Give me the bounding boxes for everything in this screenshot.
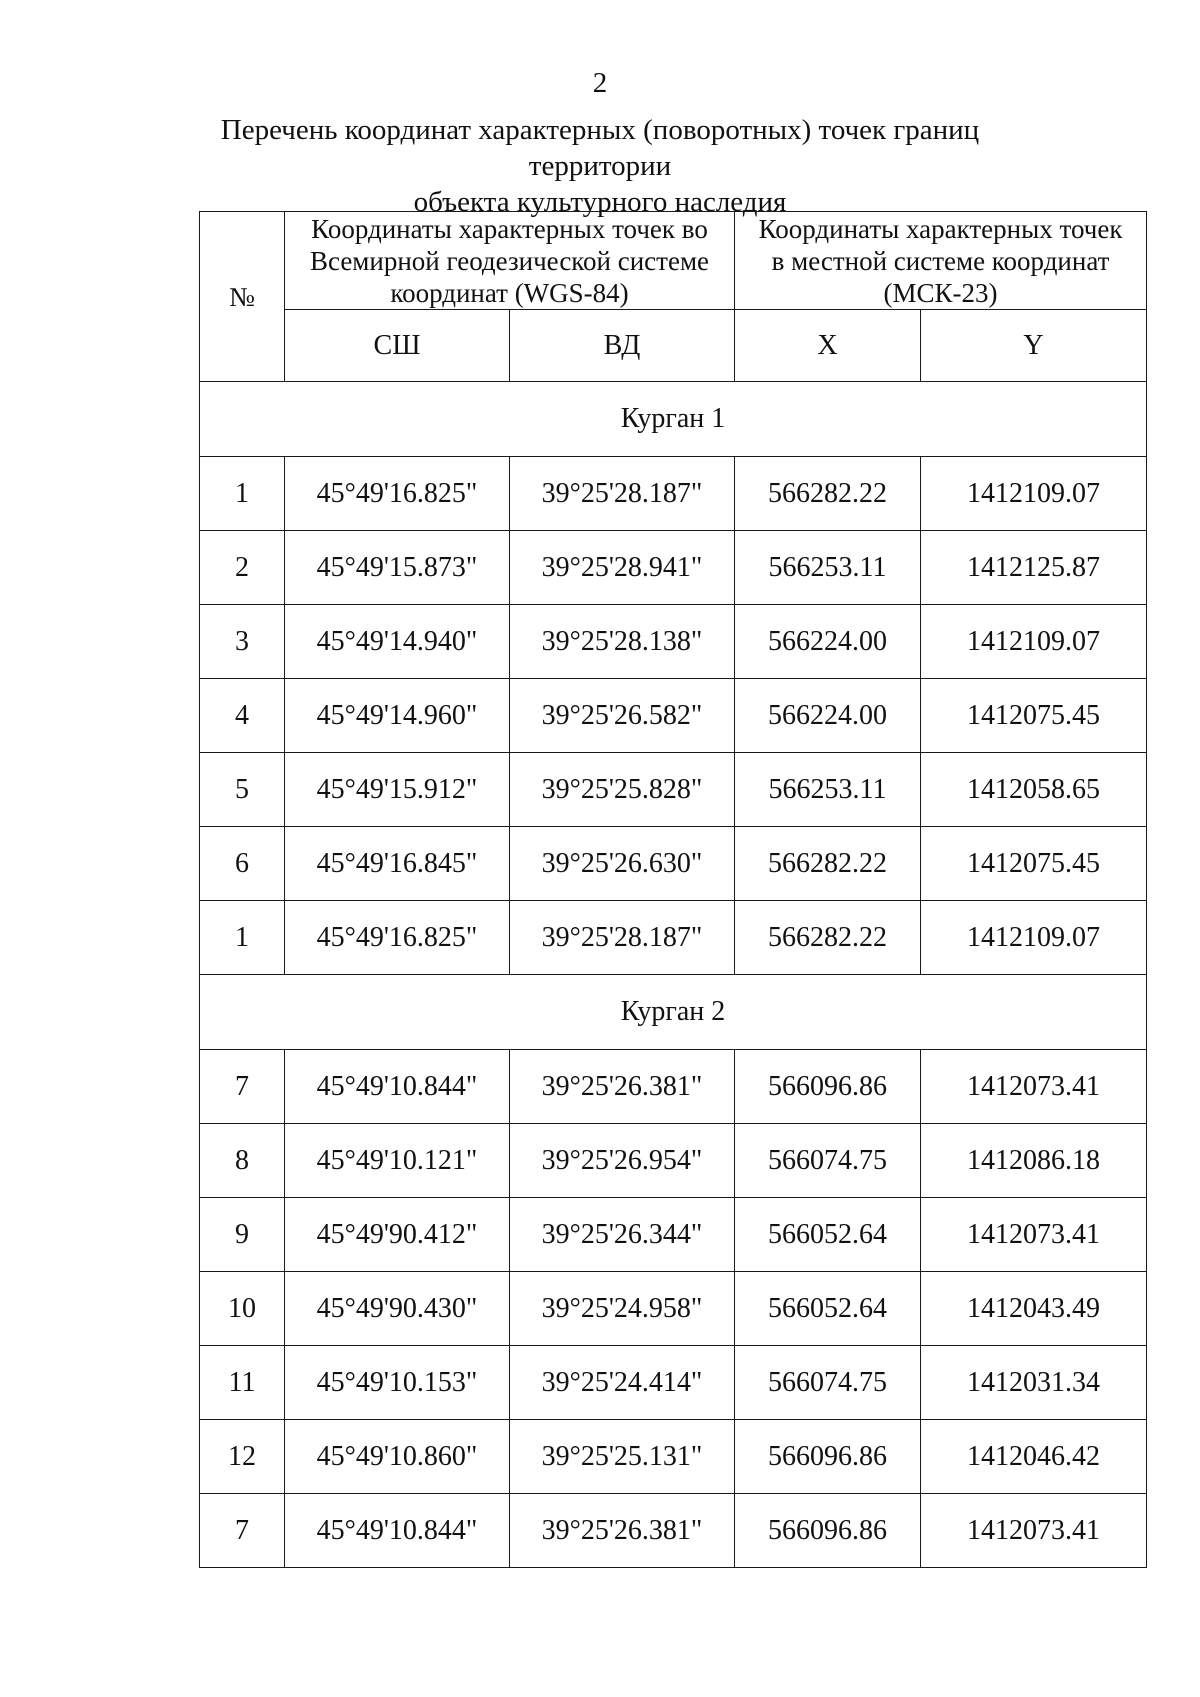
y-coord-cell: 1412073.41 (921, 1050, 1147, 1124)
latitude-cell: 45°49'10.844" (285, 1494, 510, 1568)
table-row (200, 1420, 1147, 1494)
y-coord-cell: 1412109.07 (921, 901, 1147, 975)
x-coord-cell: 566253.11 (735, 753, 921, 827)
latitude-cell: 45°49'10.121" (285, 1124, 510, 1198)
longitude-cell: 39°25'26.954" (510, 1124, 735, 1198)
header-wgs84-line: Всемирной геодезической системе (310, 245, 710, 276)
point-number-cell: 2 (200, 531, 285, 605)
table-row (200, 1124, 1147, 1198)
x-coord-cell: 566074.75 (735, 1346, 921, 1420)
y-coord-cell: 1412058.65 (921, 753, 1147, 827)
table-row (200, 531, 1147, 605)
x-coord-cell: 566253.11 (735, 531, 921, 605)
section-title: Курган 1 (200, 382, 1147, 457)
longitude-cell: 39°25'26.381" (510, 1050, 735, 1124)
longitude-cell: 39°25'24.414" (510, 1346, 735, 1420)
header-wgs84-group (285, 212, 735, 310)
latitude-cell: 45°49'10.844" (285, 1050, 510, 1124)
x-coord-cell: 566096.86 (735, 1050, 921, 1124)
table-row (200, 901, 1147, 975)
point-number-cell: 7 (200, 1494, 285, 1568)
y-coord-cell: 1412073.41 (921, 1494, 1147, 1568)
header-msk23-line: (МСК-23) (883, 277, 998, 308)
y-coord-cell: 1412046.42 (921, 1420, 1147, 1494)
y-coord-cell: 1412075.45 (921, 679, 1147, 753)
longitude-cell: 39°25'28.941" (510, 531, 735, 605)
x-coord-cell: 566052.64 (735, 1272, 921, 1346)
point-number-cell: 6 (200, 827, 285, 901)
table-row (200, 1346, 1147, 1420)
table-row (200, 457, 1147, 531)
table-row (200, 827, 1147, 901)
longitude-cell: 39°25'25.828" (510, 753, 735, 827)
x-coord-cell: 566282.22 (735, 901, 921, 975)
header-msk23-group (735, 212, 1147, 310)
point-number-cell: 7 (200, 1050, 285, 1124)
point-number-cell: 11 (200, 1346, 285, 1420)
header-wgs84-line: Координаты характерных точек во (311, 213, 708, 244)
point-number-cell: 8 (200, 1124, 285, 1198)
header-longitude: ВД (510, 310, 735, 382)
table-row (200, 753, 1147, 827)
latitude-cell: 45°49'16.845" (285, 827, 510, 901)
y-coord-cell: 1412109.07 (921, 457, 1147, 531)
x-coord-cell: 566074.75 (735, 1124, 921, 1198)
x-coord-cell: 566224.00 (735, 679, 921, 753)
latitude-cell: 45°49'14.960" (285, 679, 510, 753)
x-coord-cell: 566224.00 (735, 605, 921, 679)
point-number-cell: 1 (200, 901, 285, 975)
longitude-cell: 39°25'26.630" (510, 827, 735, 901)
document-title-line: Перечень координат характерных (поворотных) точек границ территории (220, 114, 980, 182)
header-x: X (735, 310, 921, 382)
document-title (150, 112, 1050, 220)
table-row (200, 1272, 1147, 1346)
document-title-line: объекта культурного наследия (413, 186, 787, 218)
header-wgs84-line: координат (WGS-84) (390, 277, 629, 308)
point-number-cell: 9 (200, 1198, 285, 1272)
y-coord-cell: 1412043.49 (921, 1272, 1147, 1346)
y-coord-cell: 1412073.41 (921, 1198, 1147, 1272)
header-msk23-line: в местной системе координат (771, 245, 1110, 276)
coordinates-table (199, 211, 1147, 1568)
latitude-cell: 45°49'15.873" (285, 531, 510, 605)
header-msk23-line: Координаты характерных точек (758, 213, 1123, 244)
table-row (200, 1198, 1147, 1272)
latitude-cell: 45°49'16.825" (285, 901, 510, 975)
section-title: Курган 2 (200, 975, 1147, 1050)
y-coord-cell: 1412031.34 (921, 1346, 1147, 1420)
y-coord-cell: 1412109.07 (921, 605, 1147, 679)
longitude-cell: 39°25'26.344" (510, 1198, 735, 1272)
table-row (200, 679, 1147, 753)
x-coord-cell: 566052.64 (735, 1198, 921, 1272)
latitude-cell: 45°49'14.940" (285, 605, 510, 679)
latitude-cell: 45°49'90.412" (285, 1198, 510, 1272)
x-coord-cell: 566282.22 (735, 457, 921, 531)
x-coord-cell: 566096.86 (735, 1420, 921, 1494)
table-row (200, 1050, 1147, 1124)
latitude-cell: 45°49'15.912" (285, 753, 510, 827)
longitude-cell: 39°25'28.187" (510, 901, 735, 975)
latitude-cell: 45°49'16.825" (285, 457, 510, 531)
table-row (200, 605, 1147, 679)
point-number-cell: 5 (200, 753, 285, 827)
latitude-cell: 45°49'90.430" (285, 1272, 510, 1346)
y-coord-cell: 1412075.45 (921, 827, 1147, 901)
point-number-cell: 3 (200, 605, 285, 679)
x-coord-cell: 566096.86 (735, 1494, 921, 1568)
longitude-cell: 39°25'24.958" (510, 1272, 735, 1346)
page-number: 2 (592, 67, 608, 99)
point-number-cell: 12 (200, 1420, 285, 1494)
y-coord-cell: 1412086.18 (921, 1124, 1147, 1198)
table-row (200, 1494, 1147, 1568)
point-number-cell: 10 (200, 1272, 285, 1346)
longitude-cell: 39°25'25.131" (510, 1420, 735, 1494)
point-number-cell: 4 (200, 679, 285, 753)
longitude-cell: 39°25'26.582" (510, 679, 735, 753)
header-y: Y (921, 310, 1147, 382)
longitude-cell: 39°25'28.138" (510, 605, 735, 679)
longitude-cell: 39°25'26.381" (510, 1494, 735, 1568)
point-number-cell: 1 (200, 457, 285, 531)
longitude-cell: 39°25'28.187" (510, 457, 735, 531)
y-coord-cell: 1412125.87 (921, 531, 1147, 605)
latitude-cell: 45°49'10.153" (285, 1346, 510, 1420)
latitude-cell: 45°49'10.860" (285, 1420, 510, 1494)
header-latitude: СШ (285, 310, 510, 382)
x-coord-cell: 566282.22 (735, 827, 921, 901)
table-body (200, 382, 1147, 1568)
section-row (200, 382, 1147, 457)
section-row (200, 975, 1147, 1050)
header-number: № (200, 212, 285, 382)
